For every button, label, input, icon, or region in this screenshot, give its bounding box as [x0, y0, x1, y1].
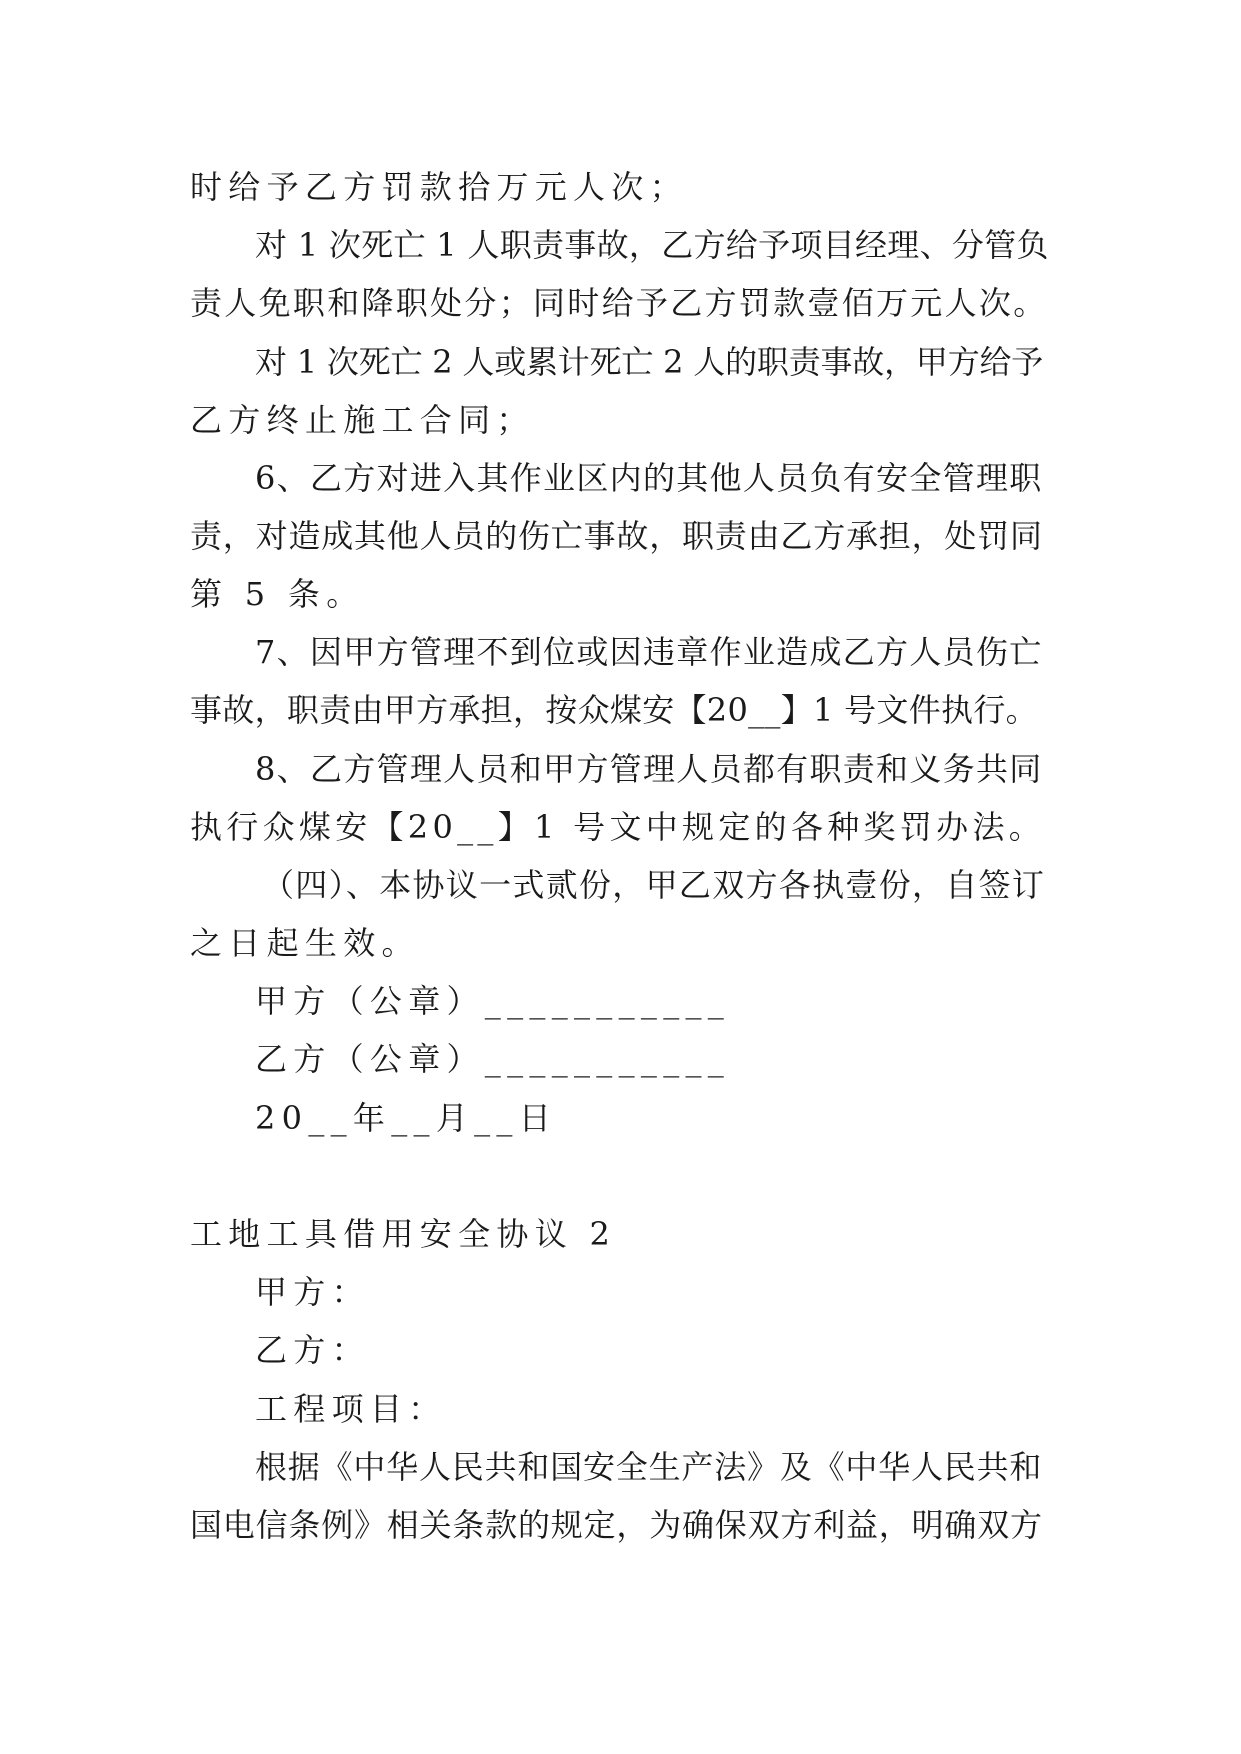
paragraph-line: 根据《中华人民共和国安全生产法》及《中华人民共和	[255, 1448, 1043, 1486]
paragraph-line: 对 1 次死亡 1 人职责事故，乙方给予项目经理、分管负	[255, 226, 1049, 264]
paragraph-line: 国电信条例》相关条款的规定，为确保双方利益，明确双方	[190, 1506, 1043, 1544]
signature-date: 20__年__月__日	[255, 1099, 558, 1137]
paragraph-line: 第 5 条。	[190, 575, 365, 613]
signature-party-a: 甲方（公章）___________	[255, 982, 731, 1020]
section-title: 工地工具借用安全协议 2	[190, 1215, 617, 1253]
paragraph-line: 时给予乙方罚款拾万元人次；	[190, 168, 688, 206]
paragraph-line: （四）、本协议一式贰份，甲乙双方各执壹份，自签订	[262, 866, 1046, 904]
paragraph-line: 责人免职和降职处分；同时给予乙方罚款壹佰万元人次。	[190, 284, 1048, 322]
paragraph-line: 8、乙方管理人员和甲方管理人员都有职责和义务共同	[255, 750, 1043, 788]
paragraph-line: 之日起生效。	[190, 924, 420, 962]
paragraph-line: 乙方终止施工合同；	[190, 401, 535, 439]
paragraph-line: 7、因甲方管理不到位或因违章作业造成乙方人员伤亡	[255, 633, 1043, 671]
field-party-b: 乙方：	[255, 1331, 370, 1369]
field-project: 工程项目：	[255, 1390, 447, 1428]
field-party-a: 甲方：	[255, 1273, 370, 1311]
paragraph-line: 对 1 次死亡 2 人或累计死亡 2 人的职责事故，甲方给予	[255, 343, 1044, 381]
paragraph-line: 执行众煤安【20__】1 号文中规定的各种奖罚办法。	[190, 808, 1046, 846]
signature-party-b: 乙方（公章）___________	[255, 1040, 731, 1078]
paragraph-line: 事故，职责由甲方承担，按众煤安【20__】1 号文件执行。	[190, 691, 1038, 729]
paragraph-line: 6、乙方对进入其作业区内的其他人员负有安全管理职	[255, 459, 1043, 497]
paragraph-line: 责，对造成其他人员的伤亡事故，职责由乙方承担，处罚同	[190, 517, 1043, 555]
